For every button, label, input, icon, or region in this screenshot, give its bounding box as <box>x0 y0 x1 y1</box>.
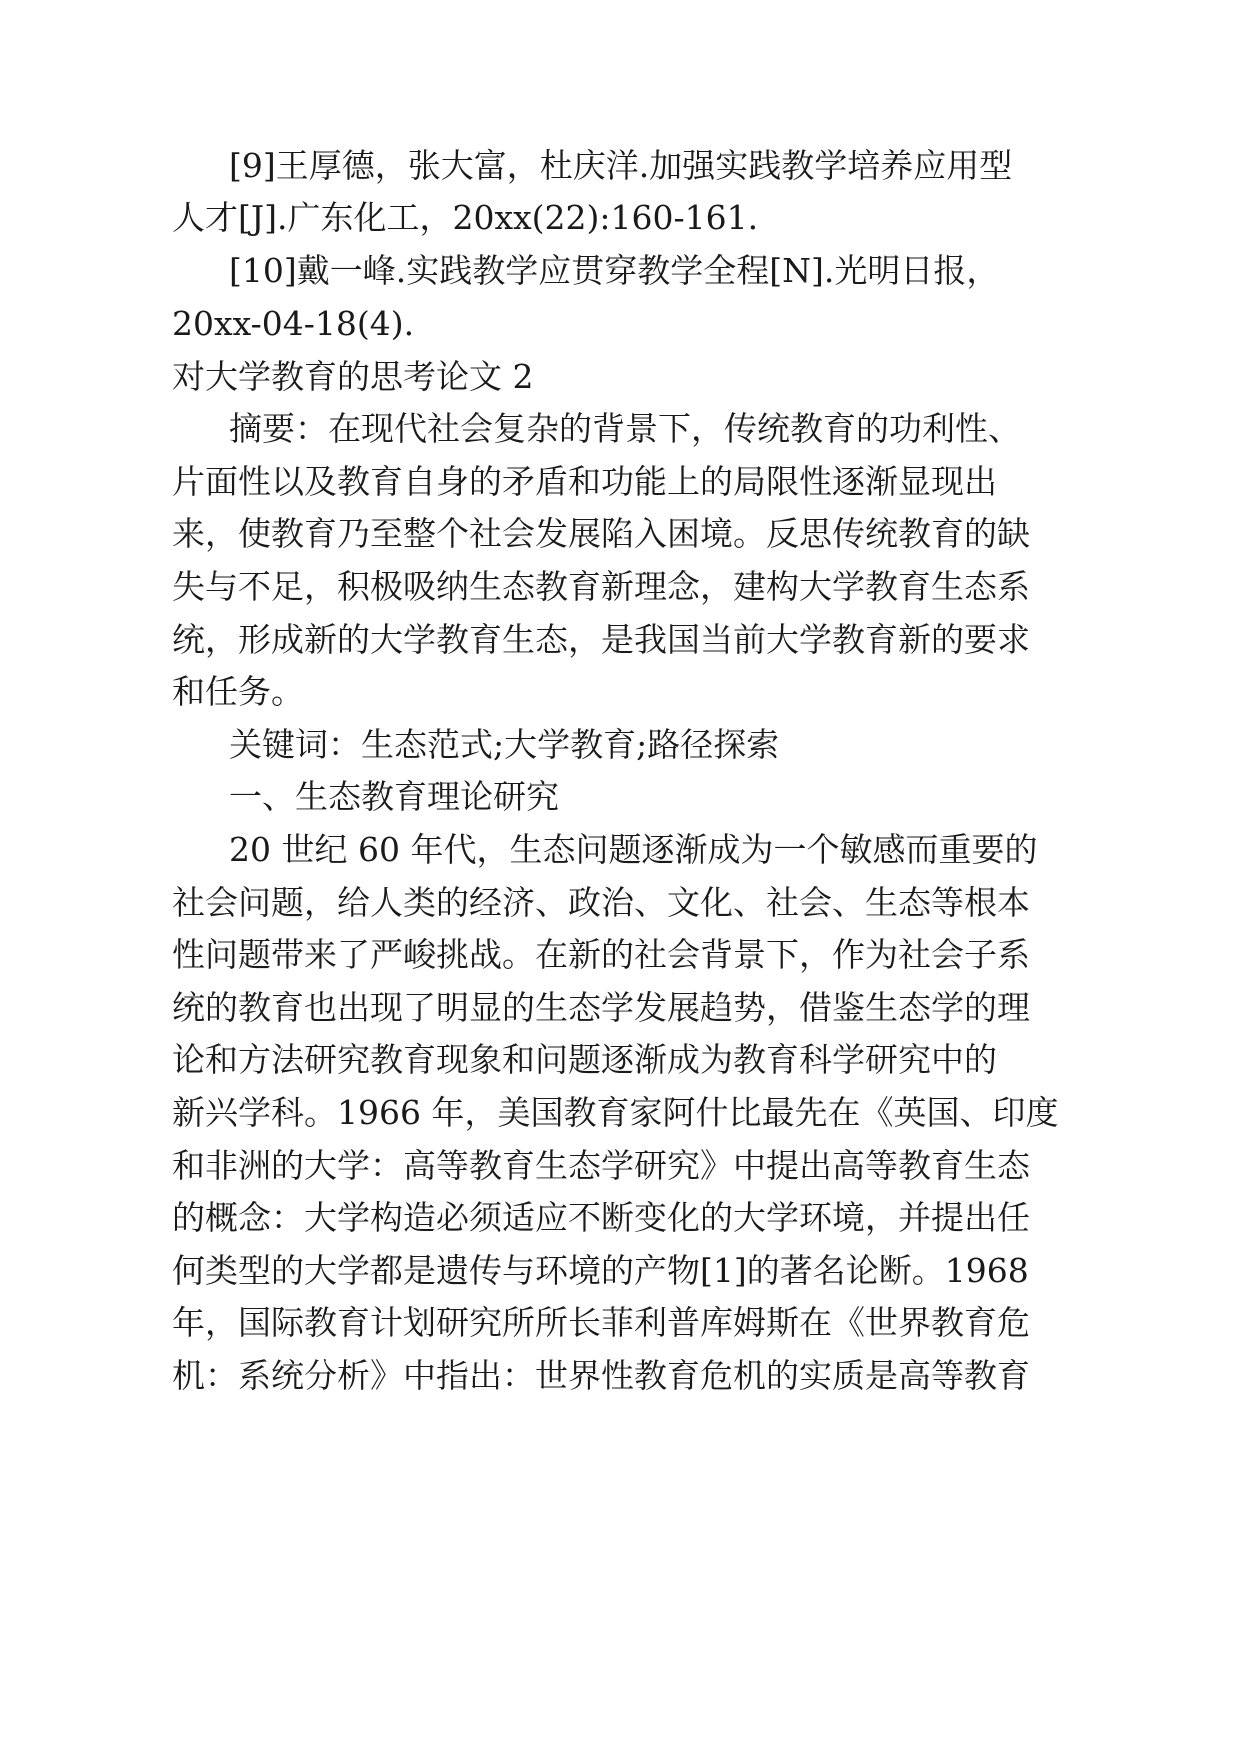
body-line: 性问题带来了严峻挑战。在新的社会背景下，作为社会子系 <box>172 935 1030 974</box>
abstract-line: 失与不足，积极吸纳生态教育新理念，建构大学教育生态系 <box>172 567 1030 606</box>
body-line: 新兴学科。1966 年，美国教育家阿什比最先在《英国、印度 <box>172 1093 1059 1132</box>
reference-10-line-1: [10]戴一峰.实践教学应贯穿教学全程[N].光明日报， <box>229 251 1000 290</box>
body-line: 和非洲的大学：高等教育生态学研究》中提出高等教育生态 <box>172 1146 1030 1185</box>
section-heading: 一、生态教育理论研究 <box>229 777 559 816</box>
abstract-line: 统，形成新的大学教育生态，是我国当前大学教育新的要求 <box>172 620 1030 659</box>
abstract-line: 片面性以及教育自身的矛盾和功能上的局限性逐渐显现出 <box>172 462 997 501</box>
body-line: 的概念：大学构造必须适应不断变化的大学环境，并提出任 <box>172 1198 1030 1237</box>
body-line: 20 世纪 60 年代，生态问题逐渐成为一个敏感而重要的 <box>229 830 1038 869</box>
abstract-line: 来，使教育乃至整个社会发展陷入困境。反思传统教育的缺 <box>172 514 1030 553</box>
abstract-line: 和任务。 <box>172 672 304 711</box>
reference-9-line-2: 人才[J].广东化工，20xx(22):160-161. <box>172 198 759 237</box>
keywords: 关键词：生态范式;大学教育;路径探索 <box>229 725 780 764</box>
body-line: 年，国际教育计划研究所所长菲利普库姆斯在《世界教育危 <box>172 1303 1030 1342</box>
body-line: 机：系统分析》中指出：世界性教育危机的实质是高等教育 <box>172 1356 1030 1395</box>
body-line: 统的教育也出现了明显的生态学发展趋势，借鉴生态学的理 <box>172 988 1030 1027</box>
reference-9-line-1: [9]王厚德，张大富，杜庆洋.加强实践教学培养应用型 <box>229 146 1013 185</box>
article-title: 对大学教育的思考论文 2 <box>172 357 534 396</box>
abstract-line: 摘要：在现代社会复杂的背景下，传统教育的功利性、 <box>229 409 1021 448</box>
body-line: 论和方法研究教育现象和问题逐渐成为教育科学研究中的 <box>172 1040 997 1079</box>
reference-10-line-2: 20xx-04-18(4). <box>172 304 415 343</box>
body-line: 社会问题，给人类的经济、政治、文化、社会、生态等根本 <box>172 883 1030 922</box>
body-line: 何类型的大学都是遗传与环境的产物[1]的著名论断。1968 <box>172 1251 1029 1290</box>
